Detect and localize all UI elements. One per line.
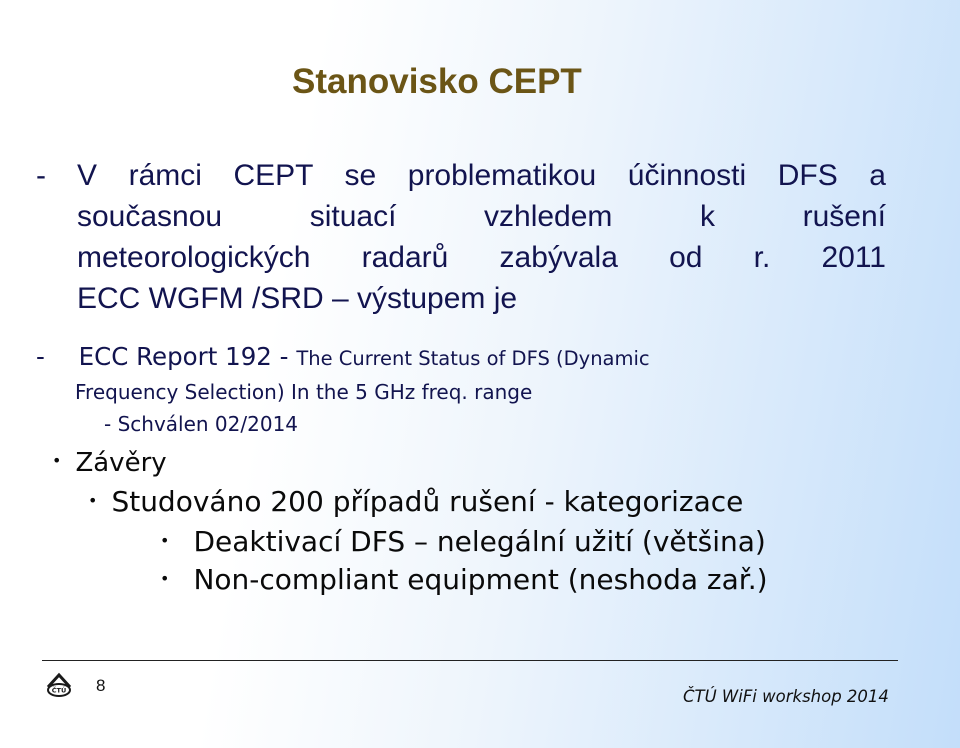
bullet-dot-icon: •: [160, 569, 170, 588]
report-title-continued: Frequency Selection) In the 5 GHz freq. range: [75, 380, 533, 404]
intro-line: [36, 155, 886, 196]
report-approval: - Schválen 02/2014: [104, 412, 299, 436]
bullet-level-1: [52, 448, 167, 478]
report-line: [36, 342, 650, 371]
bullet-level-3: [160, 563, 768, 596]
bullet-text: Non-compliant equipment (neshoda zař.): [193, 563, 768, 596]
intro-line: [36, 196, 886, 237]
intro-line-text: ECC WGFM /SRD – výstupem je: [77, 282, 518, 315]
bullet-text: Závěry: [75, 448, 167, 478]
page-number: 8: [96, 676, 106, 695]
dash-marker: -: [36, 159, 46, 192]
bullet-dot-icon: •: [88, 491, 98, 510]
slide-title: Stanovisko CEPT: [292, 62, 582, 101]
bullet-text: Deaktivací DFS – nelegální užití (většina): [193, 525, 766, 558]
bullet-level-3: [160, 525, 766, 558]
intro-paragraph: [36, 155, 886, 319]
intro-line: [36, 237, 886, 278]
bullet-level-2: [88, 485, 743, 518]
intro-line-text: současnou situací vzhledem k rušení: [77, 200, 886, 233]
bullet-dot-icon: •: [160, 531, 170, 550]
intro-line-text: meteorologických radarů zabývala od r. 2011: [77, 241, 886, 274]
ctu-logo-icon: [44, 670, 74, 700]
report-title: The Current Status of DFS (Dynamic: [296, 347, 650, 370]
dash-marker: -: [36, 342, 45, 371]
logo-text: ČTÚ: [51, 686, 67, 695]
footer-divider: [42, 660, 898, 661]
report-heading: ECC Report 192 -: [78, 342, 289, 371]
bullet-text: Studováno 200 případů rušení - kategorizace: [111, 485, 744, 518]
intro-line: [36, 278, 886, 319]
footer-event-name: ČTÚ WiFi workshop 2014: [683, 687, 889, 706]
intro-line-text: V rámci CEPT se problematikou účinnosti DFS a: [77, 159, 886, 192]
bullet-dot-icon: •: [52, 451, 62, 470]
